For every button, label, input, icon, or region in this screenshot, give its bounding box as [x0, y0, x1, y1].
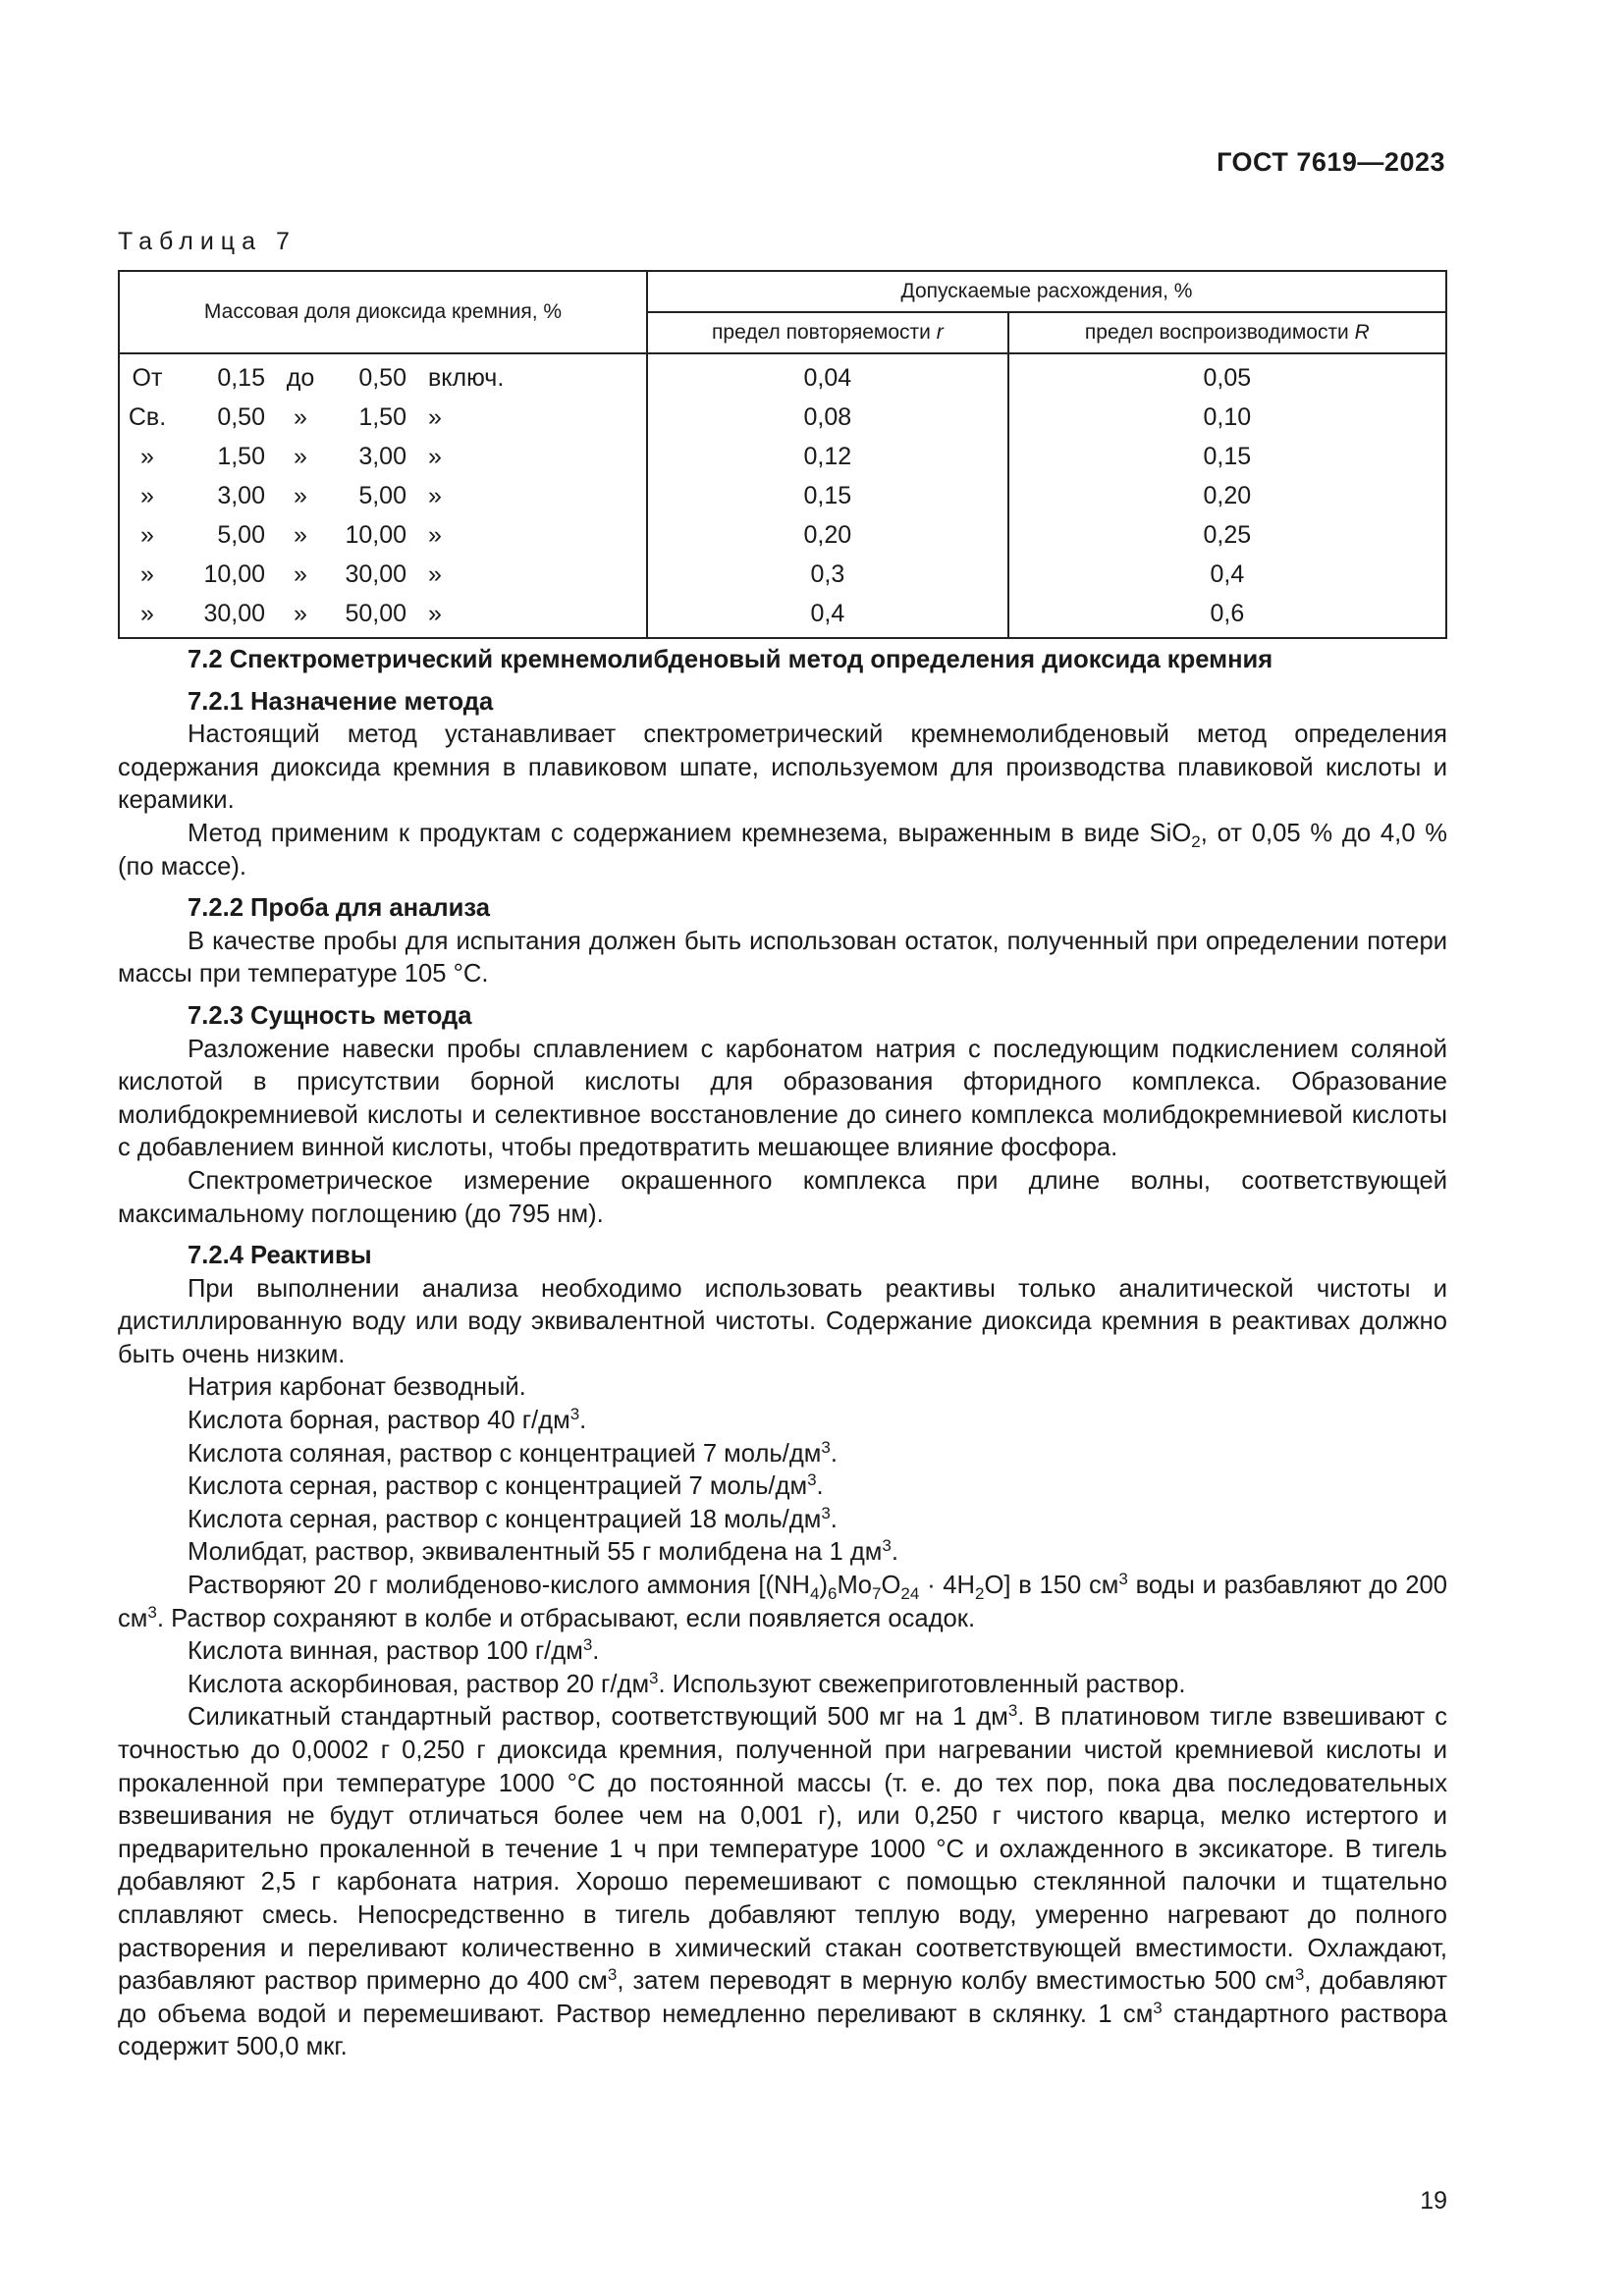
document-code: ГОСТ 7619—2023	[1217, 147, 1445, 177]
subsection-heading-7-2-3: 7.2.3 Сущность метода	[188, 1001, 472, 1030]
reagent-item: Натрия карбонат безводный.	[188, 1373, 526, 1402]
paragraph: Растворяют 20 г молибденово-кислого аммония $[(NH_4)_6Mo_7O_{24} \cdot 4H_2O]$ в 150 $см^3$ воды и разбавляют до 200 $см^3$. Раствор сохраняют в колбе и отбрасывают, если появляется осадок.	[118, 1570, 1448, 1632]
cell-reproducibility: 0,20	[1008, 476, 1446, 515]
table-row: » 30,00 » 50,00 » 0,4 0,6	[119, 594, 1446, 638]
table-row: От 0,15 до 0,50 включ. 0,04 0,05	[119, 353, 1446, 398]
paragraph: Метод применим к продуктам с содержанием кремнезема, выраженным в виде SiO$_2$, от 0,05 % до 4,0 % (по массе).	[118, 819, 1447, 881]
column-header-repeatability: предел повторяемости r	[647, 312, 1008, 353]
section-heading: 7.2 Спектрометрический кремнемолибденовый метод определения диоксида кремния	[188, 646, 1273, 673]
subsection-heading-7-2-2: 7.2.2 Проба для анализа	[188, 894, 490, 923]
reagent-item: Кислота борная, раствор 40 $г/дм^3$.	[188, 1405, 587, 1435]
cell-reproducibility: 0,10	[1008, 398, 1446, 437]
paragraph: В качестве пробы для испытания должен быть использован остаток, полученный при определении потери массы при температуре 105 °С.	[118, 927, 1447, 988]
page-number: 19	[1420, 2187, 1447, 2215]
column-header-mass-fraction: Массовая доля диоксида кремния, %	[119, 271, 647, 353]
paragraph: При выполнении анализа необходимо использовать реактивы только аналитической чистоты и дистиллированную воду или воду эквивалентной чистоты. Содержание диоксида кремния в реактивах должно быть очень низким.	[118, 1274, 1447, 1368]
table-row: » 3,00 » 5,00 » 0,15 0,20	[119, 476, 1446, 515]
table-row: » 5,00 » 10,00 » 0,20 0,25	[119, 515, 1446, 555]
cell-repeatability: 0,3	[647, 555, 1008, 594]
cell-reproducibility: 0,4	[1008, 555, 1446, 594]
section-7-2	[118, 644, 1447, 2064]
cell-repeatability: 0,15	[647, 476, 1008, 515]
reagent-item: Кислота аскорбиновая, раствор 20 $г/дм^3$. Используют свежеприготовленный раствор.	[188, 1668, 1186, 1698]
column-header-tolerances: Допускаемые расхождения, %	[647, 271, 1446, 312]
cell-repeatability: 0,08	[647, 398, 1008, 437]
paragraph: Настоящий метод устанавливает спектрометрический кремнемолибденовый метод определения содержания диоксида кремния в плавиковом шпате, используемом для производства плавиковой кислоты и керамики.	[118, 721, 1447, 815]
cell-reproducibility: 0,6	[1008, 594, 1446, 638]
cell-reproducibility: 0,15	[1008, 437, 1446, 476]
paragraph: Силикатный стандартный раствор, соответствующий 500 мг на 1 $дм^3$. В платиновом тигле взвешивают с точностью до 0,0002 г 0,250 г диоксида кремния, полученной при нагревании чистой кремниевой кислоты и прокаленной при температуре 1000 °С до постоянной массы (т. е. до тех пор, пока два последовательных взвешивания не будут отличаться более чем на 0,001 г), или 0,250 г чистого кварца, мелко истертого и предварительно прокаленной в течение 1 ч при температуре 1000 °С и охлажденного в эксикаторе. В тигель добавляют 2,5 г карбоната натрия. Хорошо перемешивают с помощью стеклянной палочки и тщательно сплавляют смесь. Непосредственно в тигель добавляют теплую воду, умеренно нагревают до полного растворения и переливают количественно в химический стакан соответствующей вместимости. Охлаждают, разбавляют раствор примерно до 400 $см^3$, затем переводят в мерную колбу вместимостью 500 $см^3$, добавляют до объема водой и перемешивают. Раствор немедленно переливают в склянку. 1 $см^3$ стандартного раствора содержит 500,0 мкг.	[118, 1701, 1448, 2061]
cell-reproducibility: 0,05	[1008, 353, 1446, 398]
reagent-item: Молибдат, раствор, эквивалентный 55 г молибдена на 1 $дм^3$.	[188, 1536, 898, 1567]
paragraph: Спектрометрическое измерение окрашенного комплекса при длине волны, соответствующей максимальному поглощению (до 795 нм).	[118, 1166, 1447, 1228]
column-header-reproducibility: предел воспроизводимости R	[1008, 312, 1446, 353]
reagent-item: Кислота винная, раствор 100 $г/дм^3$.	[188, 1635, 600, 1666]
subsection-heading-7-2-4: 7.2.4 Реактивы	[188, 1242, 372, 1270]
cell-repeatability: 0,12	[647, 437, 1008, 476]
cell-repeatability: 0,20	[647, 515, 1008, 555]
cell-repeatability: 0,4	[647, 594, 1008, 638]
reagent-item: Кислота соляная, раствор с концентрацией 7 моль/$дм^3$.	[188, 1437, 838, 1468]
table-row: » 1,50 » 3,00 » 0,12 0,15	[119, 437, 1446, 476]
subsection-heading-7-2-1: 7.2.1 Назначение метода	[188, 687, 494, 716]
table-caption: Таблица 7	[118, 228, 297, 255]
cell-repeatability: 0,04	[647, 353, 1008, 398]
reagent-item: Кислота серная, раствор с концентрацией 7 моль/$дм^3$.	[188, 1470, 824, 1501]
reagent-item: Кислота серная, раствор с концентрацией 18 моль/$дм^3$.	[188, 1503, 838, 1533]
table-row: Св. 0,50 » 1,50 » 0,08 0,10	[119, 398, 1446, 437]
cell-reproducibility: 0,25	[1008, 515, 1446, 555]
paragraph: Разложение навески пробы сплавлением с карбонатом натрия с последующим подкислением соляной кислотой в присутствии борной кислоты для образования фторидного комплекса. Образование молибдокремниевой кислоты и селективное восстановление до синего комплекса молибдокремниевой кислоты с добавлением винной кислоты, чтобы предотвратить мешающее влияние фосфора.	[118, 1035, 1447, 1162]
table-7	[118, 270, 1447, 639]
table-row: » 10,00 » 30,00 » 0,3 0,4	[119, 555, 1446, 594]
